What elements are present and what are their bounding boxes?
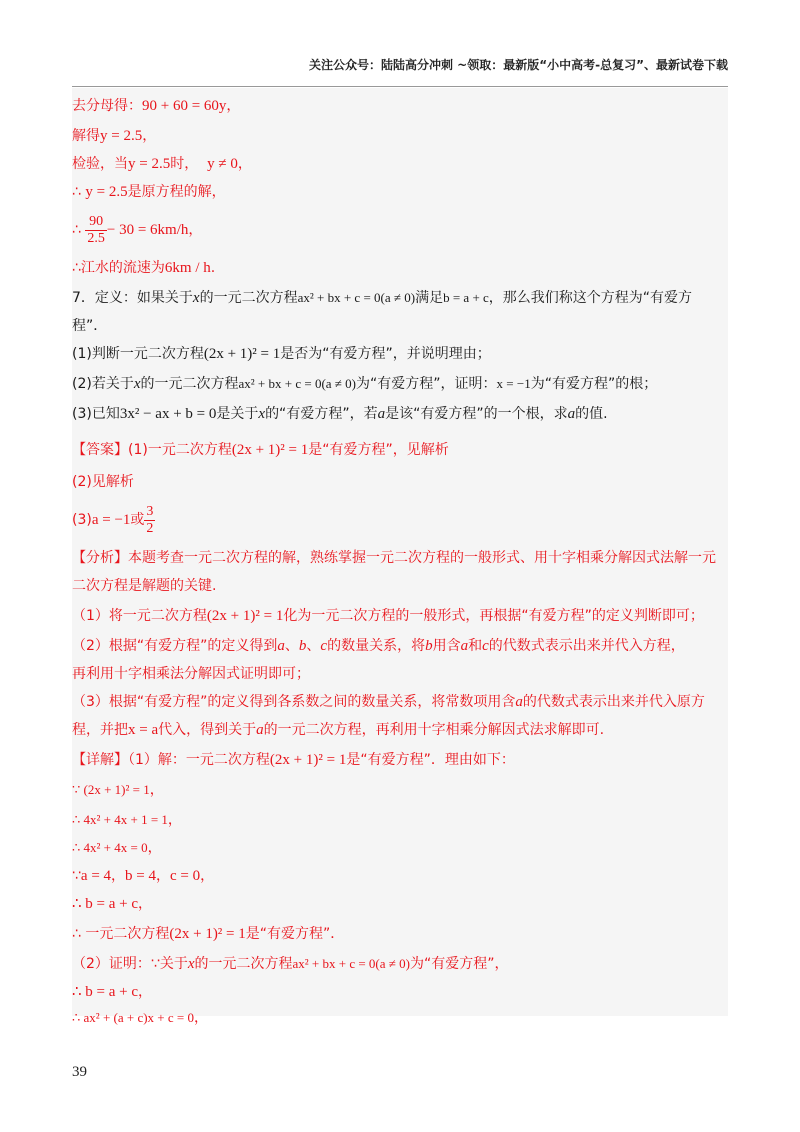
math: (2x + 1)² = 1 xyxy=(203,346,281,362)
text: 的“有爱方程”，若 xyxy=(265,406,378,422)
text: 是“有爱方程”． xyxy=(245,926,345,942)
text: 的一元二次方程 xyxy=(199,290,298,306)
math: ∴ ax² + (a + c)x + c = 0 xyxy=(72,1010,194,1025)
detail-line xyxy=(72,780,728,800)
math: ∴ b = a + c xyxy=(72,984,139,1000)
fraction xyxy=(144,504,155,537)
text: 解得 xyxy=(72,128,100,144)
text: ∴ 一元二次方程 xyxy=(72,926,170,942)
text: 再利用十字相乘法分解因式证明即可； xyxy=(72,666,310,682)
numerator: 3 xyxy=(146,503,154,519)
text: ， xyxy=(147,840,162,856)
text: ， xyxy=(188,222,203,238)
text: 、 xyxy=(284,638,299,654)
math: y = 2.5 xyxy=(100,128,143,144)
text: ， xyxy=(193,1010,208,1026)
math: x xyxy=(133,376,141,392)
text: 的代数式表示出来并代入原方 xyxy=(522,694,705,710)
text: ，那么我们称这个方程为“有爱方 xyxy=(488,290,693,306)
math: (2x + 1)² = 1 xyxy=(206,608,284,624)
detail-line xyxy=(72,838,728,858)
math: ∴ b = a + c xyxy=(72,896,139,912)
analysis-line xyxy=(72,548,728,568)
text: (2)见解析 xyxy=(72,474,134,490)
text: 是原方程的解， xyxy=(127,184,226,200)
math: b xyxy=(298,638,307,654)
math: (2x + 1)² = 1 xyxy=(169,926,246,942)
text: 7．定义：如果关于 xyxy=(72,290,193,306)
text: （1）将一元二次方程 xyxy=(72,608,207,624)
math: 3x² − ax + b = 0 xyxy=(119,406,217,422)
text: 【分析】本题考查一元二次方程的解，熟练掌握一元二次方程的一般形式、用十字相乘分解因式法解一元 xyxy=(72,550,716,566)
analysis-line xyxy=(72,636,728,656)
text: 满足 xyxy=(415,290,444,306)
detail-line xyxy=(72,1008,728,1028)
text: （2）证明：∵关于 xyxy=(72,956,188,972)
therefore-symbol: ∴ xyxy=(72,184,81,200)
text: 二次方程是解题的关键. xyxy=(72,578,217,594)
solution-line xyxy=(72,126,728,146)
text: ， xyxy=(138,896,153,912)
math: x xyxy=(258,406,266,422)
solution-line xyxy=(72,154,728,174)
text: 的一元二次方程 xyxy=(140,376,239,392)
text: 为“有爱方程”的根； xyxy=(530,376,658,392)
page-number: 39 xyxy=(72,1064,87,1080)
answer-line xyxy=(72,472,728,492)
header-divider xyxy=(72,86,728,87)
math: 90 + 60 = 60y xyxy=(142,98,227,114)
text: 的一元二次方程，再利用十字相乘分解因式法求解即可. xyxy=(263,722,605,738)
math: ax² + bx + c = 0(a ≠ 0) xyxy=(238,376,357,391)
math: c = 0 xyxy=(170,868,201,884)
solution-line xyxy=(72,182,728,202)
text: 为“有爱方程”， xyxy=(410,956,509,972)
text: 程”． xyxy=(72,318,108,334)
text: 和 xyxy=(468,638,483,654)
math: a xyxy=(377,406,386,422)
text: 为“有爱方程”，证明： xyxy=(356,376,497,392)
detail-line xyxy=(72,982,728,1002)
text: ， xyxy=(156,868,171,884)
text: 是否为“有爱方程”，并说明理由； xyxy=(280,346,491,362)
text: 的一元二次方程 xyxy=(194,956,293,972)
text: 化为一元二次方程的一般形式，再根据“有爱方程”的定义判断即可； xyxy=(283,608,704,624)
page-header: 关注公众号：陆陆高分冲刺 ~领取：最新版“小中高考-总复习”、最新试卷下载 xyxy=(309,58,728,72)
text: 代入，得到关于 xyxy=(158,722,257,738)
answer-line xyxy=(72,500,728,540)
analysis-line xyxy=(72,692,728,712)
document-body xyxy=(72,88,728,1026)
math: a xyxy=(515,694,523,710)
text: 用含 xyxy=(432,638,461,654)
text: 检验，当 xyxy=(72,156,128,172)
question-line xyxy=(72,316,728,336)
detail-line xyxy=(72,810,728,830)
text: ， xyxy=(237,156,252,172)
text: 【详解】（1）解：一元二次方程 xyxy=(72,752,270,768)
solution-line xyxy=(72,258,728,278)
math: x = −1 xyxy=(496,376,531,391)
text: ， xyxy=(200,868,215,884)
analysis-line xyxy=(72,576,728,596)
text: ， xyxy=(138,984,153,1000)
analysis-line xyxy=(72,606,728,626)
math: y ≠ 0 xyxy=(207,156,238,172)
analysis-line xyxy=(72,720,728,740)
math: c xyxy=(320,638,328,654)
math: y = 2.5 xyxy=(85,184,128,200)
text: 程，并把 xyxy=(72,722,128,738)
text: 的值. xyxy=(575,406,608,422)
question-line xyxy=(72,404,728,424)
text: 时， xyxy=(170,156,199,172)
text: ， xyxy=(142,128,157,144)
math: x xyxy=(192,290,200,306)
text: (3)已知 xyxy=(72,406,120,422)
text: 的数量关系，将 xyxy=(327,638,426,654)
numerator: 90 xyxy=(85,214,107,231)
math: a xyxy=(256,722,264,738)
text: 、 xyxy=(306,638,321,654)
detail-line xyxy=(72,894,728,914)
text: (2)若关于 xyxy=(72,376,134,392)
text: ， xyxy=(149,782,164,798)
math: x xyxy=(187,956,195,972)
math: (2x + 1)² = 1 xyxy=(231,442,309,458)
question-line xyxy=(72,288,728,308)
text: 或 xyxy=(130,512,145,528)
text: 去分母得： xyxy=(72,98,142,114)
math: ax² + bx + c = 0(a ≠ 0) xyxy=(292,956,410,971)
detail-line xyxy=(72,750,728,770)
text: 是关于 xyxy=(216,406,259,422)
math: a xyxy=(567,406,576,422)
detail-line xyxy=(72,866,728,886)
question-line xyxy=(72,344,728,364)
math: y = 2.5 xyxy=(128,156,171,172)
answer-line xyxy=(72,440,728,460)
text: ， xyxy=(111,868,126,884)
text: 是该“有爱方程”的一个根，求 xyxy=(385,406,568,422)
question-line xyxy=(72,374,728,394)
math: b xyxy=(425,638,433,654)
math: ax² + bx + c = 0(a ≠ 0) xyxy=(297,290,416,305)
therefore-symbol: ∴ xyxy=(72,222,81,238)
math: (2x + 1)² = 1 xyxy=(269,752,347,768)
math: ∵ (2x + 1)² = 1 xyxy=(72,782,150,797)
text: （2）根据“有爱方程”的定义得到 xyxy=(72,638,278,654)
math: a = −1 xyxy=(91,512,131,528)
math: b = a + c xyxy=(443,290,489,305)
math: a xyxy=(460,638,469,654)
text: 是“有爱方程”．理由如下： xyxy=(346,752,515,768)
fraction xyxy=(85,214,107,247)
text: ， xyxy=(167,812,182,828)
detail-line xyxy=(72,954,728,974)
math: x = a xyxy=(128,722,159,738)
math: b = 4 xyxy=(125,868,157,884)
text: 是“有爱方程”，见解析 xyxy=(308,442,449,458)
solution-line xyxy=(72,210,728,250)
math: c xyxy=(482,638,489,654)
math: ∴ 4x² + 4x + 1 = 1 xyxy=(72,812,168,827)
math: − 30 = 6km/h xyxy=(106,222,189,238)
detail-line xyxy=(72,924,728,944)
text: ∴江水的流速为 xyxy=(72,260,165,276)
because-symbol: ∵ xyxy=(72,868,81,884)
math: 6km / h xyxy=(164,260,211,276)
text: 【答案】(1)一元二次方程 xyxy=(72,442,232,458)
math: a = 4 xyxy=(80,868,112,884)
denominator: 2.5 xyxy=(87,230,105,246)
text: (3) xyxy=(72,512,92,528)
text: （3）根据“有爱方程”的定义得到各系数之间的数量关系，将常数项用含 xyxy=(72,694,516,710)
math: ∴ 4x² + 4x = 0 xyxy=(72,840,148,855)
text: (1)判断一元二次方程 xyxy=(72,346,204,362)
analysis-line xyxy=(72,664,728,684)
text: ， xyxy=(226,98,241,114)
text: . xyxy=(210,260,216,276)
denominator: 2 xyxy=(146,520,154,536)
text: 的代数式表示出来并代入方程， xyxy=(488,638,685,654)
math: a xyxy=(277,638,285,654)
solution-line xyxy=(72,96,728,116)
